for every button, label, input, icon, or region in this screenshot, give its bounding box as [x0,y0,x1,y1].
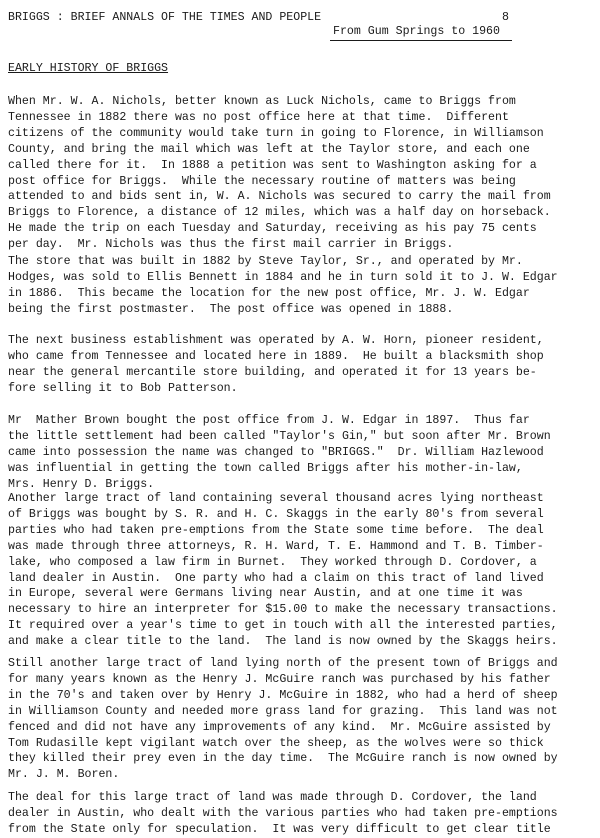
running-header-title: BRIGGS : BRIEF ANNALS OF THE TIMES AND PEOPLE [8,11,322,24]
header-rule [330,40,512,41]
page-number: 8 [502,11,509,24]
paragraph-7: The deal for this large tract of land was made through D. Cordover, the land dealer in Austin, who dealt with the various parties who had taken pre-emptions from the State only for speculation. It was very difficult to get clear title [8,791,558,836]
paragraph-1: When Mr. W. A. Nichols, better known as Luck Nichols, came to Briggs from Tennessee in 1882 there was no post office here at that time. Different citizens of the community would take turn in going to Florence, in Williamson County, and bring the mail which was left at the Taylor store, and each one called there for it. In 1888 a petition was sent to Washington asking for a post office for Briggs. While the necessary routine of matters was being attended to and bids sent in, W. A. Nichols was secured to carry the mail from Briggs to Florence, a distance of 12 miles, which was a half day on horseback. He made the trip on each Tuesday and Saturday, receiving as his pay 75 cents per day. Mr. Nichols was thus the first mail carrier in Briggs. [8,95,551,252]
paragraph-6: Still another large tract of land lying north of the present town of Briggs and for many years known as the Henry J. McGuire ranch was purchased by his father in the 70's and taken over by Henry J. McGuire in 1882, who had a herd of sheep in Williamson County and needed more grass land for grazing. This land was not fenced and did not have any improvements of any kind. Mr. McGuire assisted by Tom Rudasille kept vigilant watch over the sheep, as the wolves were so thick they killed their prey even in the day time. The McGuire ranch is now owned by Mr. J. M. Boren. [8,657,558,782]
section-title: EARLY HISTORY OF BRIGGS [8,62,169,75]
paragraph-5: Another large tract of land containing several thousand acres lying northeast of Briggs was bought by S. R. and H. C. Skaggs in the early 80's from several parties who had taken pre-emptions from the State some time before. The deal was made through three attorneys, R. H. Ward, T. E. Hammond and T. B. Timber- lake, who composed a law firm in Burnet. They worked through D. Cordover, a land dealer in Austin. One party who had a claim on this tract of land lived in Europe, several were Germans living near Austin, and at one time it was necessary to hire an interpreter for $15.00 to make the necessary transactions. It required over a year's time to get in touch with all the interested parties, and make a clear title to the land. The land is now owned by the Skaggs heirs. [8,492,558,649]
running-header-subtitle: From Gum Springs to 1960 [333,25,500,38]
paragraph-3: The next business establishment was operated by A. W. Horn, pioneer resident, who came from Tennessee and located here in 1889. He built a blacksmith shop near the general mercantile store building, and operated it for 13 years be- fore selling it to Bob Patterson. [8,334,544,395]
paragraph-4: Mr Mather Brown bought the post office from J. W. Edgar in 1897. Thus far the little settlement had been called "Taylor's Gin," but soon after Mr. Brown came into possession the name was changed to "BRIGGS." Dr. William Hazlewood was influential in getting the town called Briggs after his mother-in-law, Mrs. Henry D. Briggs. [8,414,551,491]
paragraph-2: The store that was built in 1882 by Steve Taylor, Sr., and operated by Mr. Hodges, was sold to Ellis Bennett in 1884 and he in turn sold it to J. W. Edgar in 1886. This became the location for the new post office, Mr. J. W. Edgar being the first postmaster. The post office was opened in 1888. [8,255,558,316]
